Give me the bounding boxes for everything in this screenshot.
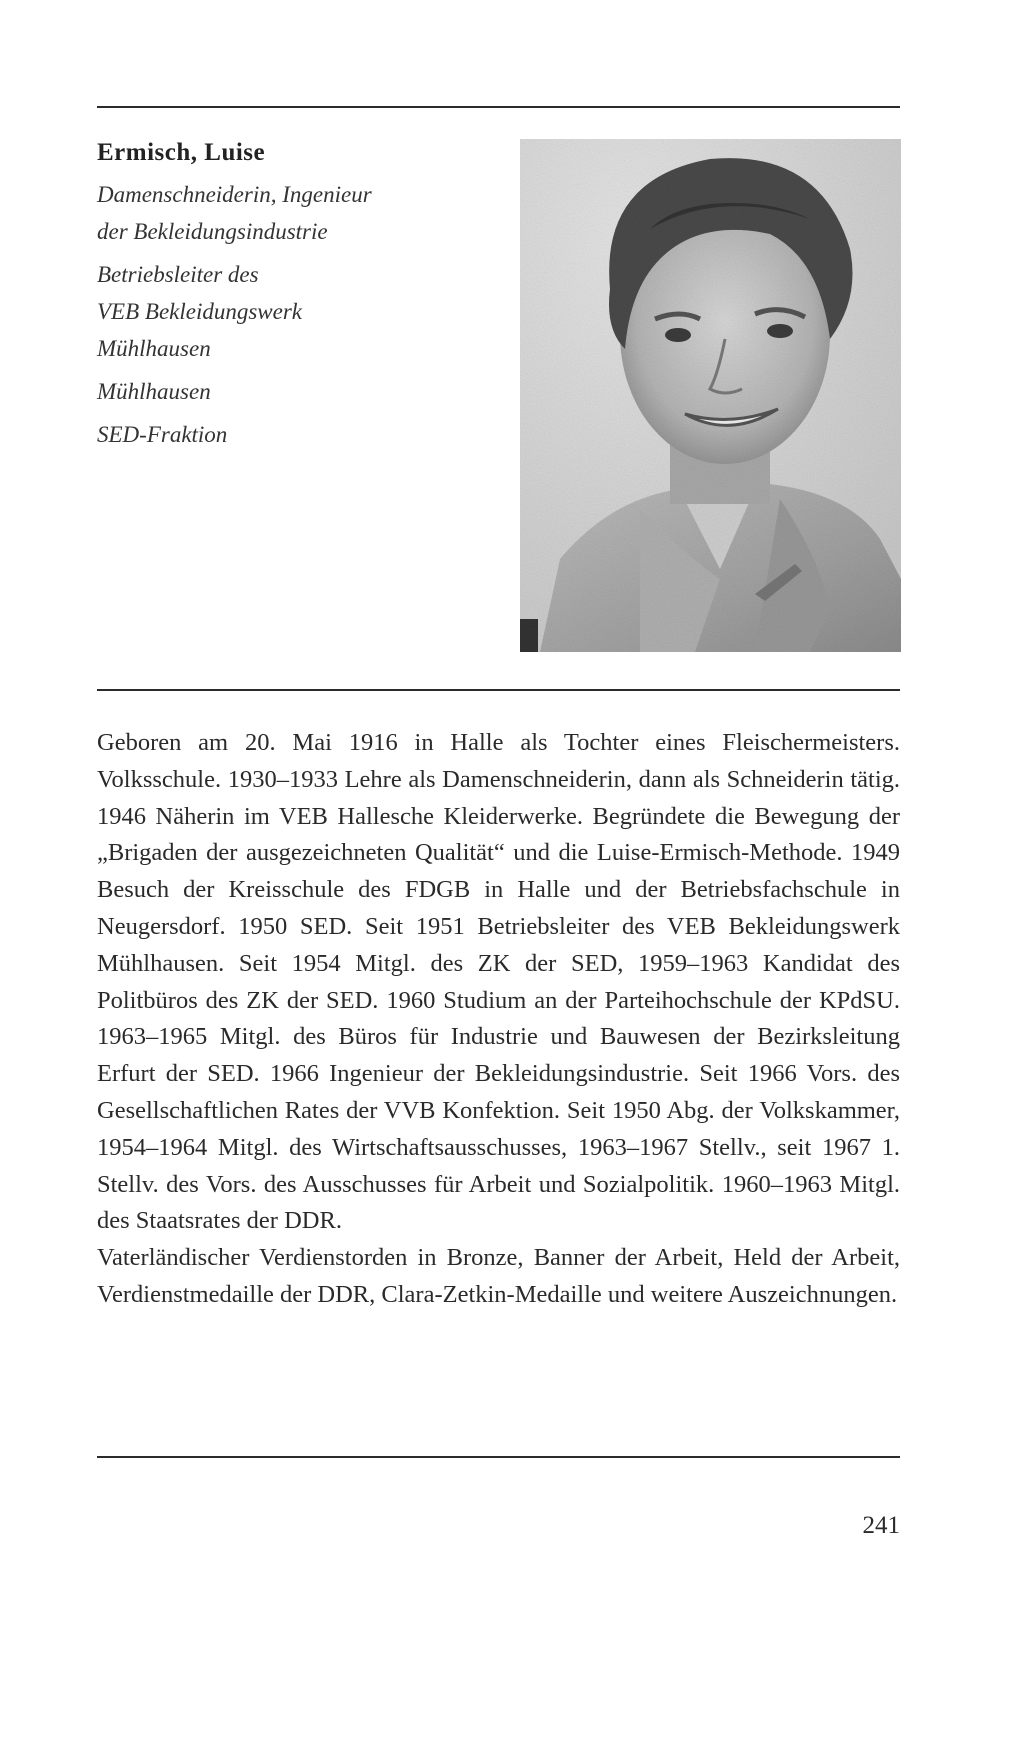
- entry-header: [97, 138, 517, 453]
- top-divider: [97, 106, 900, 108]
- page-number: 241: [862, 1512, 900, 1539]
- constituency-line: Mühlhausen: [97, 379, 211, 404]
- biography-paragraph-1: Geboren am 20. Mai 1916 in Halle als Tochter eines Fleischermeisters. Volksschule. 1930–1933 Lehre als Damenschneiderin, dann als Schneiderin tätig. 1946 Näherin im VEB Hallesche Kleiderwerke. Begründete die Bewegung der „Brigaden der ausgezeichneten Qualität“ und die Luise-Ermisch-Methode. 1949 Besuch der Kreisschule des FDGB in Halle und der Betriebsfachschule in Neugersdorf. 1950 SED. Seit 1951 Betriebsleiter des VEB Bekleidungswerk Mühlhausen. Seit 1954 Mitgl. des ZK der SED, 1959–1963 Kandidat des Politbüros des ZK der SED. 1960 Studium an der Parteihochschule der KPdSU. 1963–1965 Mitgl. des Büros für Industrie und Bauwesen der Bezirksleitung Erfurt der SED. 1966 Ingenieur der Bekleidungsindustrie. Seit 1966 Vors. des Gesellschaftlichen Rates der VVB Konfektion. Seit 1950 Abg. der Volkskammer, 1954–1964 Mitgl. des Wirtschaftsausschusses, 1963–1967 Stellv., seit 1967 1. Stellv. des Vors. des Ausschusses für Arbeit und Sozialpolitik. 1960–1963 Mitgl. des Staatsrates der DDR.: [97, 729, 900, 1235]
- occupation-line-2: der Bekleidungsindustrie: [97, 219, 328, 244]
- middle-divider: [97, 689, 900, 691]
- portrait-photo: [520, 139, 901, 652]
- biography-paragraph-2: Vaterländischer Verdienstorden in Bronze, Banner der Arbeit, Held der Arbeit, Verdienstmedaille der DDR, Clara-Zetkin-Medaille und weitere Auszeichnungen.: [97, 1244, 900, 1308]
- position-line-3: Mühlhausen: [97, 336, 211, 361]
- bottom-divider: [97, 1456, 900, 1458]
- occupation-line-1: Damenschneiderin, Ingenieur: [97, 182, 372, 207]
- position-line-1: Betriebsleiter des: [97, 262, 259, 287]
- faction-line: SED-Fraktion: [97, 422, 228, 447]
- person-name: Ermisch, Luise: [97, 139, 266, 166]
- biography-text: [97, 725, 900, 1314]
- position-line-2: VEB Bekleidungswerk: [97, 299, 303, 324]
